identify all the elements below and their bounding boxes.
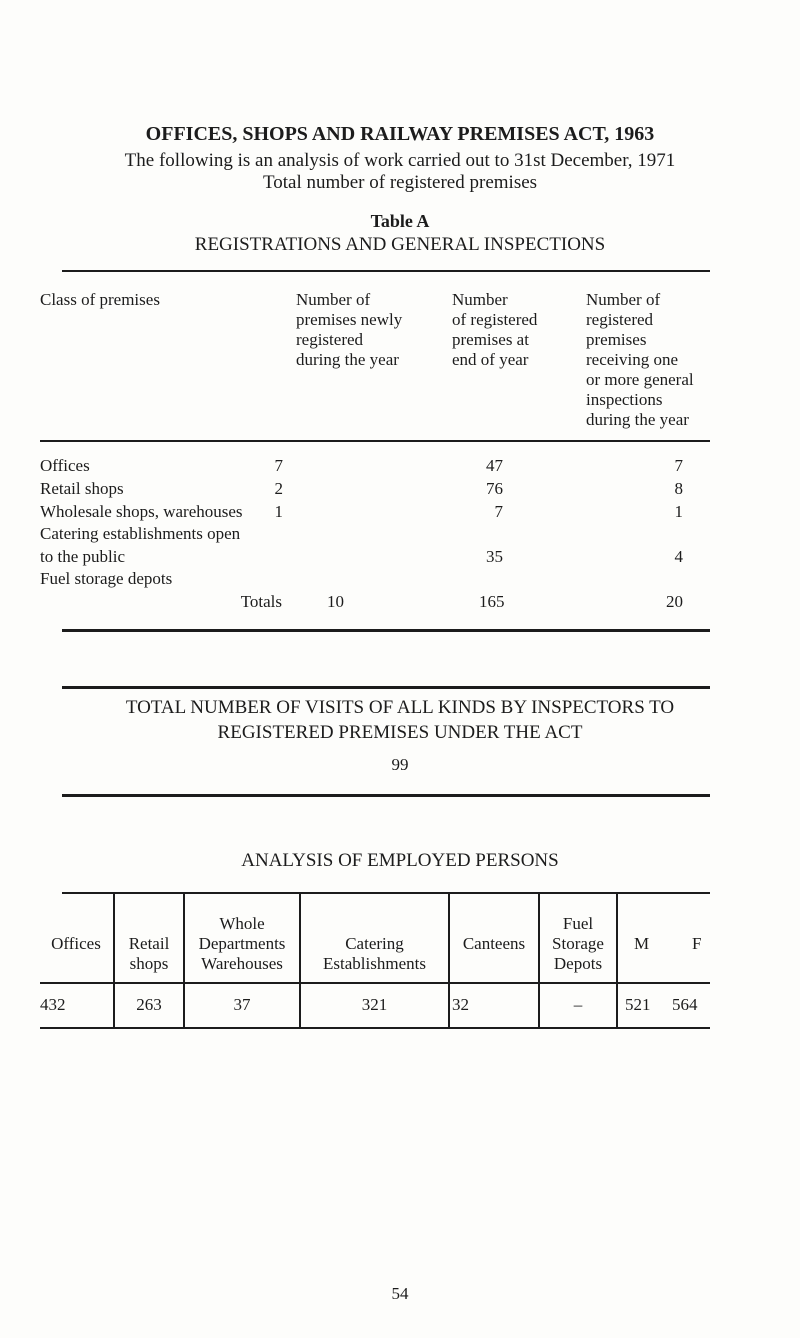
column-divider — [299, 894, 301, 1028]
row-inspected: 7 — [674, 456, 683, 475]
row-end-year: 47 — [486, 456, 503, 475]
row-label: Wholesale shops, warehouses — [40, 502, 243, 521]
employed-title: ANALYSIS OF EMPLOYED PERSONS — [241, 850, 559, 871]
column-divider — [448, 894, 450, 1028]
table-a-bottom-rule — [62, 629, 710, 632]
col-header-end-year: Number of registered premises at end of year — [452, 290, 538, 369]
emp-value-fuel: – — [573, 995, 583, 1014]
totals-label: Totals — [240, 592, 282, 611]
page-number: 54 — [391, 1284, 409, 1303]
intro-line: The following is an analysis of work carried out to 31st December, 1971 — [124, 150, 676, 171]
employed-bottom-rule — [40, 1027, 710, 1029]
emp-value-retail: 263 — [136, 995, 162, 1014]
row-end-year: 7 — [494, 502, 503, 521]
table-a-header-rule — [40, 440, 710, 442]
visits-top-rule — [62, 686, 710, 689]
emp-header-canteens: Canteens — [462, 934, 526, 953]
visits-line-1: TOTAL NUMBER OF VISITS OF ALL KINDS BY INSPECTORS TO — [125, 697, 675, 718]
emp-header-whole: Whole Departments Warehouses — [198, 914, 286, 973]
emp-header-f: F — [692, 934, 702, 953]
row-label-cont: to the public — [40, 547, 125, 566]
employed-mid-rule — [40, 982, 710, 984]
emp-header-m: M — [634, 934, 650, 953]
column-divider — [538, 894, 540, 1028]
row-end-year: 35 — [486, 547, 503, 566]
emp-header-fuel: Fuel Storage Depots — [552, 914, 604, 973]
totals-newly: 10 — [327, 592, 344, 611]
row-inspected: 1 — [674, 502, 683, 521]
row-label: Fuel storage depots — [40, 569, 173, 588]
row-newly: 2 — [274, 479, 283, 498]
row-newly: 1 — [274, 502, 283, 521]
table-a-title: REGISTRATIONS AND GENERAL INSPECTIONS — [194, 234, 606, 255]
row-label: Catering establishments open — [40, 524, 241, 543]
row-inspected: 4 — [674, 547, 683, 566]
emp-value-whole: 37 — [233, 995, 251, 1014]
act-title: OFFICES, SHOPS AND RAILWAY PREMISES ACT, 1963 — [145, 123, 655, 145]
emp-header-catering: Catering Establishments — [323, 934, 426, 973]
col-header-newly: Number of premises newly registered during the year — [296, 290, 403, 369]
row-end-year: 76 — [486, 479, 503, 498]
table-a-top-rule — [62, 270, 710, 272]
emp-value-catering: 321 — [361, 995, 388, 1014]
emp-value-canteens: 32 — [452, 995, 469, 1014]
visits-total: 99 — [391, 755, 409, 774]
emp-header-offices: Offices — [51, 934, 101, 953]
column-divider — [113, 894, 115, 1028]
visits-line-2: REGISTERED PREMISES UNDER THE ACT — [217, 722, 583, 743]
table-a-label: Table A — [370, 211, 430, 231]
emp-value-m: 521 — [625, 995, 651, 1014]
row-label: Offices — [40, 456, 90, 475]
column-divider — [183, 894, 185, 1028]
row-label: Retail shops — [40, 479, 124, 498]
row-inspected: 8 — [674, 479, 683, 498]
row-newly: 7 — [274, 456, 283, 475]
emp-value-offices: 432 — [40, 995, 66, 1014]
emp-header-retail: Retail shops — [128, 934, 170, 973]
visits-bottom-rule — [62, 794, 710, 797]
emp-value-f: 564 — [672, 995, 698, 1014]
column-divider — [616, 894, 618, 1028]
totals-end-year: 165 — [479, 592, 505, 611]
total-premises-line: Total number of registered premises — [262, 172, 538, 193]
col-header-inspected: Number of registered premises receiving one or more general inspections during the year — [586, 290, 694, 429]
totals-inspected: 20 — [666, 592, 683, 611]
col-header-class: Class of premises — [40, 290, 160, 309]
employed-top-rule — [62, 892, 710, 894]
